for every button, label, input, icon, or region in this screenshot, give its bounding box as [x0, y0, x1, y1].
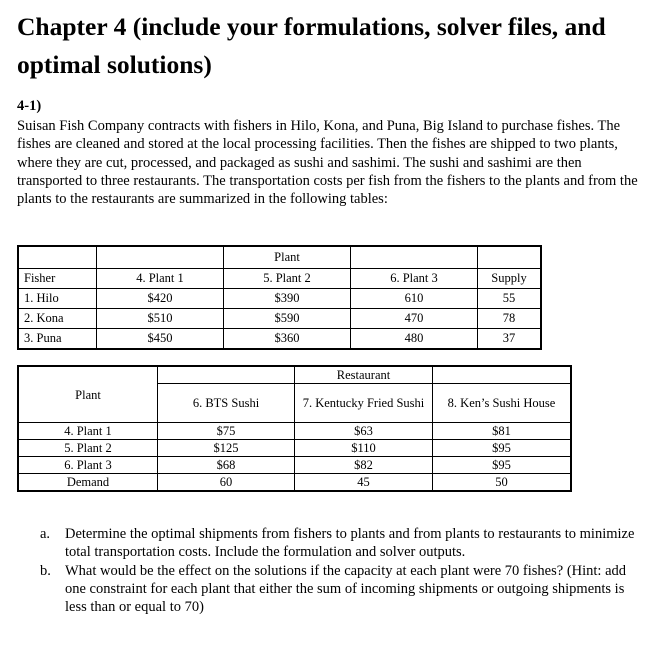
- table-cell: $68: [158, 457, 295, 474]
- table-cell: $81: [433, 423, 572, 440]
- column-header: 7. Kentucky Fried Sushi: [295, 384, 433, 423]
- table-row: [18, 329, 541, 350]
- table-cell: $450: [97, 329, 224, 350]
- item-text: What would be the effect on the solutions if the capacity at each plant were 70 fishes? (Hint: add one constraint for each plant that either the sum of incoming shipments or outgoing shipments is less than or equal to 70): [65, 562, 627, 616]
- table-cell: 6. Plant 3: [18, 457, 158, 474]
- table-cell: 1. Hilo: [18, 289, 97, 309]
- table-cell: $125: [158, 440, 295, 457]
- column-header: 4. Plant 1: [97, 269, 224, 289]
- table-cell: $360: [224, 329, 351, 350]
- table-row: [18, 457, 571, 474]
- table-row: [18, 309, 541, 329]
- fisher-to-plant-table: [17, 245, 542, 350]
- column-header: Supply: [478, 269, 542, 289]
- table-cell: 50: [433, 474, 572, 492]
- list-item: [40, 562, 640, 617]
- table-cell: 60: [158, 474, 295, 492]
- table-cell: $110: [295, 440, 433, 457]
- table-cell: 610: [351, 289, 478, 309]
- table-cell: $95: [433, 457, 572, 474]
- problem-number: 4-1): [17, 98, 42, 114]
- table-cell: $95: [433, 440, 572, 457]
- table-row: [18, 474, 571, 492]
- table-row: [18, 440, 571, 457]
- table-cell: [351, 246, 478, 269]
- table-cell: $420: [97, 289, 224, 309]
- table-cell: [433, 366, 572, 384]
- group-header: Plant: [224, 246, 351, 269]
- table-cell: 480: [351, 329, 478, 350]
- table-header-row: [18, 246, 541, 269]
- table-cell: $75: [158, 423, 295, 440]
- table-cell: [158, 366, 295, 384]
- table-cell: $510: [97, 309, 224, 329]
- problem-intro: Suisan Fish Company contracts with fishers in Hilo, Kona, and Puna, Big Island to purchase fishes. The fishes are cleaned and stored at the local processing facilities. Then the fishes are shipped to two plants, where they are cut, processed, and packaged as sushi and sashimi. The sushi and sashimi are then transported to three restaurants. The transportation costs per fish from the fishers to the plants and from the plants to the restaurants are summarized in the following tables:: [17, 118, 638, 208]
- table-cell: $390: [224, 289, 351, 309]
- item-label: a.: [40, 526, 51, 542]
- chapter-title: Chapter 4 (include your formulations, solver files, and optimal solutions): [17, 12, 606, 79]
- list-item: [40, 525, 640, 562]
- table-cell: Demand: [18, 474, 158, 492]
- table-row: [18, 423, 571, 440]
- table-cell: $590: [224, 309, 351, 329]
- table-cell: [18, 246, 97, 269]
- table-cell: 5. Plant 2: [18, 440, 158, 457]
- item-label: b.: [40, 562, 51, 579]
- table-cell: 4. Plant 1: [18, 423, 158, 440]
- column-header: Plant: [18, 366, 158, 423]
- table-cell: 2. Kona: [18, 309, 97, 329]
- table-header-row: [18, 366, 571, 384]
- table-cell: [478, 246, 542, 269]
- table-cell: 470: [351, 309, 478, 329]
- table-cell: $63: [295, 423, 433, 440]
- table-cell: 37: [478, 329, 542, 350]
- table-row: [18, 289, 541, 309]
- table-cell: 3. Puna: [18, 329, 97, 350]
- table-header-row: [18, 269, 541, 289]
- column-header: Fisher: [18, 269, 97, 289]
- column-header: 6. BTS Sushi: [158, 384, 295, 423]
- table-cell: [97, 246, 224, 269]
- column-header: 5. Plant 2: [224, 269, 351, 289]
- table-cell: $82: [295, 457, 433, 474]
- group-header: Restaurant: [295, 366, 433, 384]
- plant-to-restaurant-table: [17, 365, 572, 492]
- column-header: 6. Plant 3: [351, 269, 478, 289]
- table-cell: 78: [478, 309, 542, 329]
- item-text: Determine the optimal shipments from fishers to plants and from plants to restaurants to minimize total transportation costs. Include the formulation and solver outputs.: [65, 526, 635, 561]
- table-cell: 45: [295, 474, 433, 492]
- question-list: [40, 525, 640, 616]
- column-header: 8. Ken’s Sushi House: [433, 384, 572, 423]
- table-cell: 55: [478, 289, 542, 309]
